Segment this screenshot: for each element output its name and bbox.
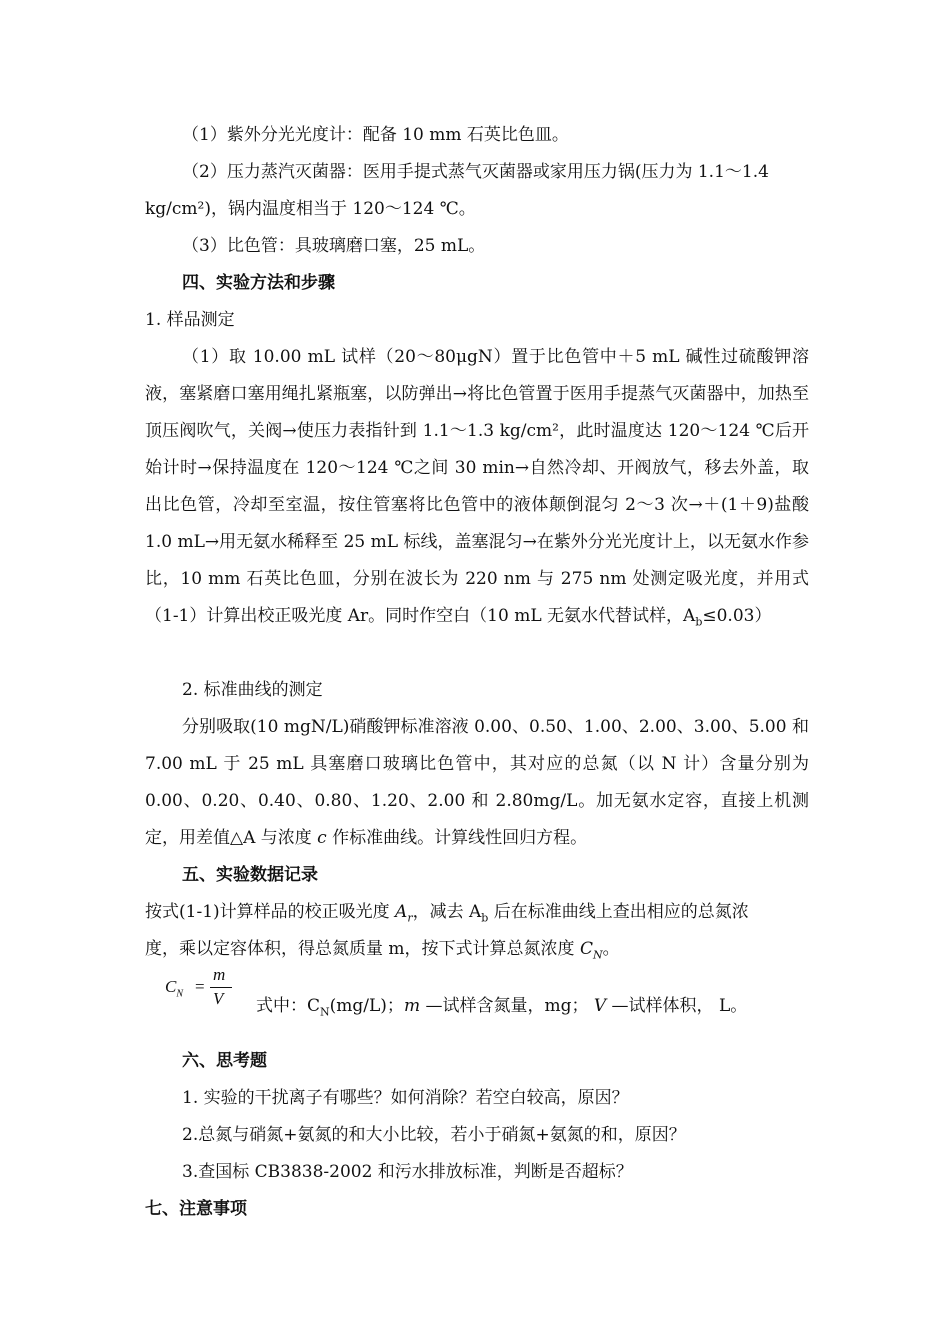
formula-legend: 式中：$C_N(mg/L)$；m —试样含氮量，mg； V —试样体积， L。 [256,996,748,1019]
formula-equals: = [195,977,205,996]
subsection-standard-curve: 2. 标准曲线的测定 [182,680,323,700]
question-3: 3.查国标 CB3838-2002 和污水排放标准，判断是否超标？ [182,1162,633,1182]
section-5-heading: 五、实验数据记录 [182,865,318,885]
concentration-formula [165,965,245,1025]
equipment-item-2-line-1: （2）压力蒸汽灭菌器：医用手提式蒸气灭菌器或家用压力锅(压力为 1.1～1.4 [182,162,769,182]
data-record-line-1: 按式(1-1)计算样品的校正吸光度 $A_r$，减去 $A_b$ 后在标准曲线上查出相应的总氮浓 [145,902,749,925]
fraction-bar [210,987,232,988]
data-record-line-2: 度，乘以定容体积，得总氮质量 m，按下式计算总氮浓度 $C_N$。 [145,939,620,962]
question-2: 2.总氮与硝氮+氨氮的和大小比较，若小于硝氮+氨氮的和，原因？ [182,1125,686,1145]
section-7-heading: 七、注意事项 [145,1199,247,1219]
section-6-heading: 六、思考题 [182,1051,267,1071]
equipment-item-1: （1）紫外分光光度计：配备 10 mm 石英比色皿。 [182,125,569,145]
formula-denominator: V [213,989,224,1008]
formula-lhs: $C_N$ [165,977,184,1000]
formula-numerator: m [213,965,226,984]
standard-curve-paragraph: 分别吸取(10 mgN/L)硝酸钾标准溶液 0.00、0.50、1.00、2.00、3.00、5.00 和 7.00 mL 于 25 mL 具塞磨口玻璃比色管中，其对应的总氮（以 N 计）含量分别为 0.00、0.20、0.40、0.80、1.20、2.00 和 2.80mg/L。加无氨水定容，直接上机测定，用差值△A 与浓度 c 作标准曲线。计算线性回归方程。 [145,717,809,848]
question-1: 1. 实验的干扰离子有哪些？如何消除？若空白较高，原因？ [182,1088,629,1108]
equipment-item-2-line-2: kg/cm²)，锅内温度相当于 120～124 ℃。 [145,199,476,219]
section-4-heading: 四、实验方法和步骤 [182,273,335,293]
sample-procedure-paragraph: （1）取 10.00 mL 试样（20～80μgN）置于比色管中＋5 mL 碱性过硫酸钾溶液，塞紧磨口塞用绳扎紧瓶塞，以防弹出→将比色管置于医用手提蒸气灭菌器中，加热至顶压阀吹气，关阀→使压力表指针到 1.1～1.3 kg/cm²，此时温度达 120～124 ℃后开始计时→保持温度在 120～124 ℃之间 30 min→自然冷却、开阀放气，移去外盖，取出比色管，冷却至室温，按住管塞将比色管中的液体颠倒混匀 2～3 次→＋(1＋9)盐酸 1.0 mL→用无氨水稀释至 25 mL 标线，盖塞混匀→在紫外分光光度计上，以无氨水作参比，10 mm 石英比色皿，分别在波长为 220 nm 与 275 nm 处测定吸光度，并用式（1-1）计算出校正吸光度 Ar。同时作空白（10 mL 无氨水代替试样，$A_b\le 0.03$） [145,347,809,629]
equipment-item-3: （3）比色管：具玻璃磨口塞，25 mL。 [182,236,486,256]
subsection-sample-measurement: 1. 样品测定 [145,310,235,330]
